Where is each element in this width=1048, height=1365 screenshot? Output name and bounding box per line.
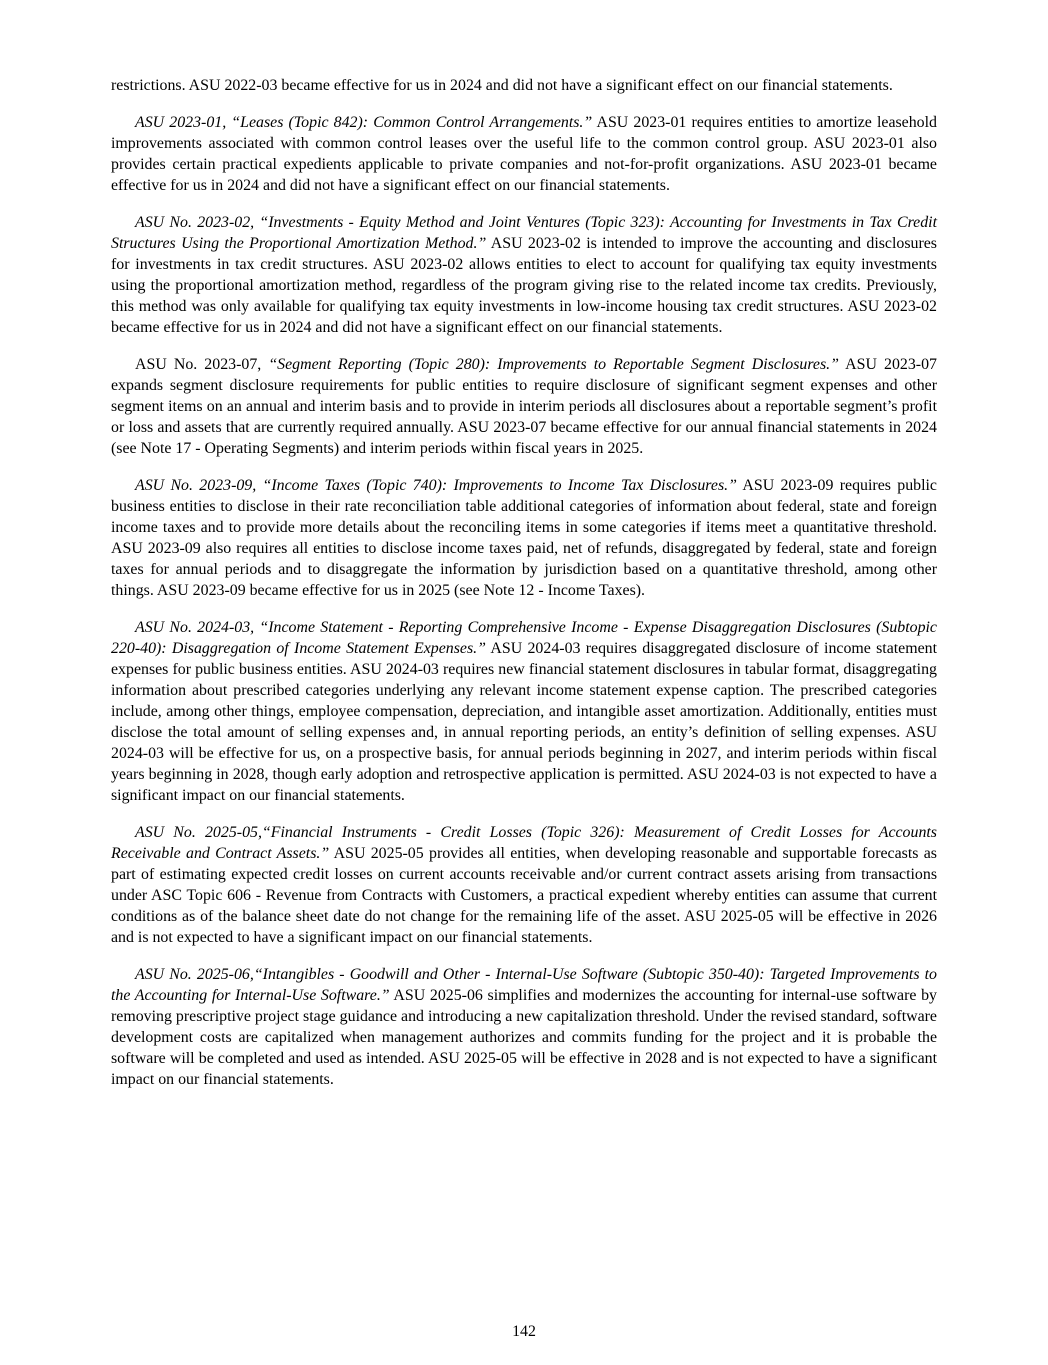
paragraph-asu-2023-07 xyxy=(111,354,937,459)
paragraph-body: ASU 2023-02 is intended to improve the accounting and disclosures for investments in tax credit structures. ASU 2023-02 allows entities to elect to account for qualifying tax equity investments using the proportional amortization method, regardless of the program giving rise to the related income tax credits. Previously, this method was only available for qualifying tax equity investments in low-income housing tax credit structures. ASU 2023-02 became effective for us in 2024 and did not have a significant effect on our financial statements. xyxy=(111,235,937,336)
paragraph-body: ASU 2023-01 requires entities to amortize leasehold improvements associated with common control leases over the useful life to the common control group. ASU 2023-01 also provides certain practical expedients applicable to private companies and not-for-profit organizations. ASU 2023-01 became effective for us in 2024 and did not have a significant effect on our financial statements. xyxy=(111,114,937,194)
paragraph-prefix: ASU No. 2023-07, xyxy=(135,356,269,373)
paragraph-asu-2023-09 xyxy=(111,475,937,601)
paragraph-asu-2023-02 xyxy=(111,212,937,338)
paragraph-title: ASU No. 2024-03, “Income Statement - Reporting Comprehensive Income - Expense Disaggregation Disclosures (Subtopic 220-40): Disaggregation of Income Statement Expenses.” xyxy=(111,619,937,657)
paragraph-asu-2022-03-continued xyxy=(111,75,937,96)
paragraph-body: restrictions. ASU 2022-03 became effective for us in 2024 and did not have a significant effect on our financial statements. xyxy=(111,77,893,94)
paragraph-title: ASU No. 2025-05,“Financial Instruments - Credit Losses (Topic 326): Measurement of Credit Losses for Accounts Receivable and Contract Assets.” xyxy=(111,824,937,862)
page-number: 142 xyxy=(512,1323,536,1340)
paragraph-title: ASU 2023-01, “Leases (Topic 842): Common Control Arrangements.” xyxy=(135,114,593,131)
paragraph-asu-2023-01 xyxy=(111,112,937,196)
paragraph-title: ASU No. 2023-02, “Investments - Equity Method and Joint Ventures (Topic 323): Accounting for Investments in Tax Credit Structures Using the Proportional Amortization Method.” xyxy=(111,214,937,252)
paragraph-body: ASU 2025-05 provides all entities, when developing reasonable and supportable forecasts as part of estimating expected credit losses on current accounts receivable and/or current contract assets arising from transactions under ASC Topic 606 - Revenue from Contracts with Customers, a practical expedient whereby entities can assume that current conditions as of the balance sheet date do not change for the remaining life of the asset. ASU 2025-05 will be effective in 2026 and is not expected to have a significant impact on our financial statements. xyxy=(111,845,937,946)
paragraph-asu-2025-06 xyxy=(111,964,937,1090)
paragraph-title: “Segment Reporting (Topic 280): Improvements to Reportable Segment Disclosures.” xyxy=(268,356,839,373)
paragraph-body: ASU 2023-09 requires public business entities to disclose in their rate reconciliation table additional categories of information about federal, state and foreign income taxes and to provide more details about the reconciling items in some categories if items meet a quantitative threshold. ASU 2023-09 also requires all entities to disclose income taxes paid, net of refunds, disaggregated by federal, state and foreign taxes for annual periods and to disaggregate the information by jurisdiction based on a quantitative threshold, among other things. ASU 2023-09 became effective for us in 2025 (see Note 12 - Income Taxes). xyxy=(111,477,937,599)
paragraph-body: ASU 2024-03 requires disaggregated disclosure of income statement expenses for public business entities. ASU 2024-03 requires new financial statement disclosures in tabular format, disaggregating information about prescribed categories underlying any relevant income statement expense caption. The prescribed categories include, among other things, employee compensation, depreciation, and intangible asset amortization. Additionally, entities must disclose the total amount of selling expenses and, in annual reporting periods, an entity’s definition of selling expenses. ASU 2024-03 will be effective for us, on a prospective basis, for annual periods beginning in 2027, and interim periods within fiscal years beginning in 2028, though early adoption and retrospective application is permitted. ASU 2024-03 is not expected to have a significant impact on our financial statements. xyxy=(111,640,937,804)
paragraph-title: ASU No. 2023-09, “Income Taxes (Topic 740): Improvements to Income Tax Disclosures.” xyxy=(135,477,737,494)
paragraph-title: ASU No. 2025-06,“Intangibles - Goodwill and Other - Internal-Use Software (Subtopic 350-40): Targeted Improvements to the Accounting for Internal-Use Software.” xyxy=(111,966,937,1004)
paragraph-asu-2024-03 xyxy=(111,617,937,806)
paragraph-body: ASU 2023-07 expands segment disclosure requirements for public entities to require disclosure of significant segment expenses and other segment items on an annual and interim basis and to provide in interim periods all disclosures about a reportable segment’s profit or loss and assets that are currently required annually. ASU 2023-07 became effective for our annual financial statements in 2024 (see Note 17 - Operating Segments) and interim periods within fiscal years in 2025. xyxy=(111,356,937,457)
document-page xyxy=(111,75,937,1106)
paragraph-body: ASU 2025-06 simplifies and modernizes the accounting for internal-use software by removing prescriptive project stage guidance and introducing a new capitalization threshold. Under the revised standard, software development costs are capitalized when management authorizes and commits funding for the project and it is probable the software will be completed and used as intended. ASU 2025-05 will be effective in 2028 and is not expected to have a significant impact on our financial statements. xyxy=(111,987,937,1088)
paragraph-asu-2025-05 xyxy=(111,822,937,948)
